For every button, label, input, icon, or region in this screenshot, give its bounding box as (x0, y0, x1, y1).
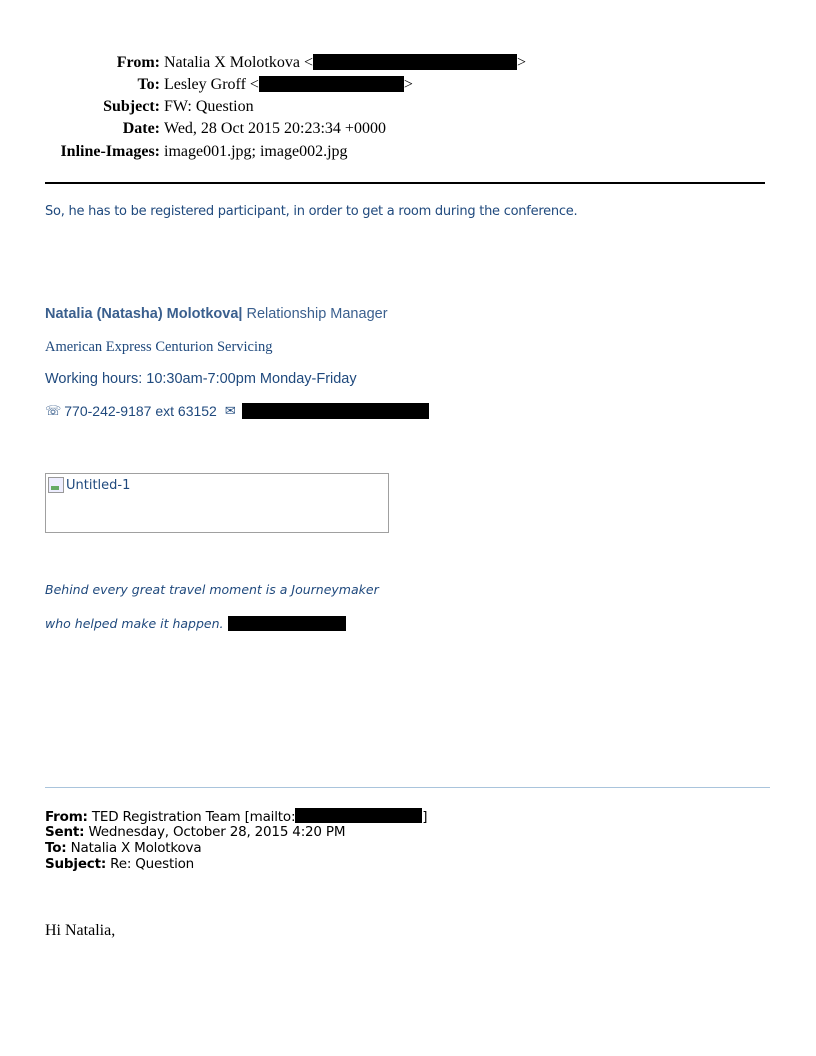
fwd-subject-value: Re: Question (110, 856, 195, 872)
to-value: Lesley Groff < > (164, 76, 413, 93)
fwd-to-label: To: (45, 840, 67, 856)
mail-icon: ✉ (224, 403, 236, 419)
signature-phone-line (45, 403, 429, 419)
broken-image-icon (48, 477, 64, 493)
fwd-to-value: Natalia X Molotkova (70, 840, 202, 856)
signature-company: American Express Centurion Servicing (45, 339, 273, 355)
redaction-block (242, 403, 429, 419)
header-subject-row (0, 96, 816, 118)
fwd-sent-label: Sent: (45, 824, 85, 840)
signature-name: Natalia (Natasha) Molotkova| (45, 306, 243, 322)
redaction-block (295, 808, 422, 823)
signature-hours: Working hours: 10:30am-7:00pm Monday-Friday (45, 371, 357, 387)
forward-divider (45, 787, 770, 788)
inline-images-value: image001.jpg; image002.jpg (164, 143, 348, 160)
subject-value: FW: Question (164, 98, 254, 115)
signature-image-placeholder (45, 473, 389, 533)
broken-image (48, 477, 130, 493)
subject-label: Subject: (103, 98, 160, 115)
redaction-block (228, 616, 346, 631)
header-to-row (0, 74, 816, 96)
image-alt-text: Untitled-1 (66, 477, 131, 493)
signature-role: Relationship Manager (242, 306, 388, 322)
forwarded-from-row: From: TED Registration Team [mailto: ] (45, 809, 428, 825)
forwarded-subject-row (45, 856, 194, 872)
header-inline-images-row (0, 141, 816, 163)
message-body-line: So, he has to be registered participant, in order to get a room during the conference. (45, 204, 578, 219)
redaction-block (259, 76, 404, 92)
date-value: Wed, 28 Oct 2015 20:23:34 +0000 (164, 120, 386, 137)
forwarded-sent-row (45, 824, 345, 840)
header-divider (45, 182, 765, 184)
greeting: Hi Natalia, (45, 922, 116, 939)
header-date-row (0, 118, 816, 140)
signature-tagline-2: who helped make it happen. (45, 616, 224, 631)
redaction-block (313, 54, 517, 70)
signature-tagline-2-line (45, 616, 346, 631)
header-from-row (0, 52, 816, 74)
from-label: From: (116, 54, 160, 71)
from-value: Natalia X Molotkova < > (164, 54, 527, 71)
fwd-from-value: TED Registration Team [mailto: (91, 809, 296, 825)
signature-tagline-1: Behind every great travel moment is a Journeymaker (45, 582, 379, 597)
phone-icon: ☏ (45, 403, 62, 419)
forwarded-to-row (45, 840, 201, 856)
to-label: To: (137, 76, 160, 93)
fwd-sent-value: Wednesday, October 28, 2015 4:20 PM (88, 824, 346, 840)
date-label: Date: (122, 120, 160, 137)
signature-name-line (45, 306, 388, 322)
fwd-subject-label: Subject: (45, 856, 107, 872)
inline-images-label: Inline-Images: (60, 143, 160, 160)
signature-phone: 770-242-9187 ext 63152 (64, 403, 217, 419)
fwd-from-label: From: (45, 809, 88, 825)
